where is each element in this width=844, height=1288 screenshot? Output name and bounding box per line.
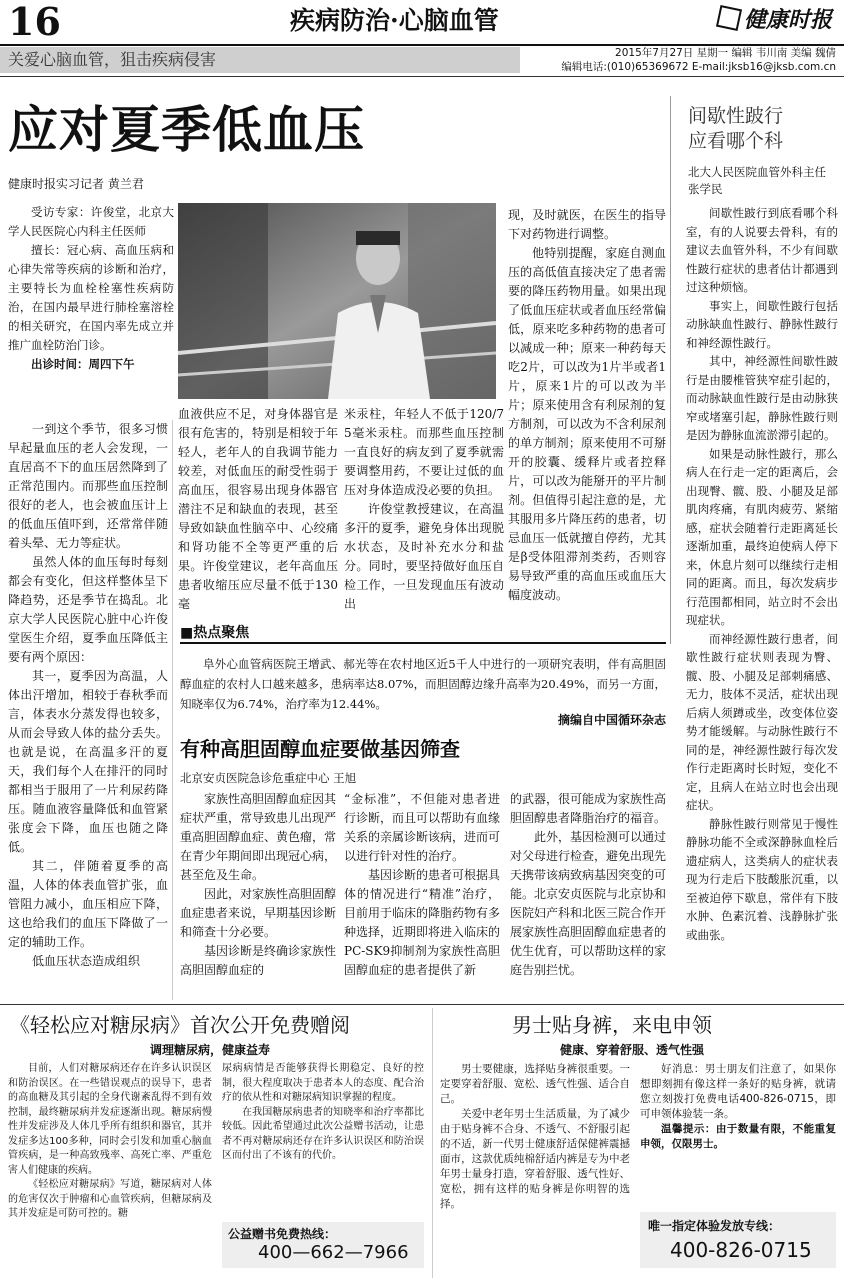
main-paragraph: 虽然人体的血压每时每刻都会有变化，但这样整体呈下降趋势，还是季节在捣乱。北京大学人民医院心脏中心许俊堂医生介绍，夏季血压降低主要有两个原因： <box>8 555 168 664</box>
hot-focus-label: ■热点聚焦 <box>180 625 250 641</box>
contact-line: 编辑电话:(010)65369672 E-mail:jksb16@jksb.com.cn <box>561 61 836 73</box>
hot-focus-source: 摘编自中国循环杂志 <box>557 713 666 727</box>
gene-col-2 <box>344 790 500 980</box>
gene-paragraph: 此外，基因检测可以通过对父母进行检查，避免出现先天携带该病致病基因突变的可能。北京安贞医院与北京协和医院妇产科和北医三院合作开展家族性高胆固醇血症患者的优生优育，可以帮助这样的家庭告别拦忧。 <box>510 830 667 977</box>
main-paragraph: 现，及时就医，在医生的指导下对药物进行调整。 <box>508 208 666 241</box>
ad1-col-2 <box>222 1062 424 1164</box>
main-headline: 应对夏季低血压 <box>8 100 365 159</box>
hot-focus-rule <box>180 642 666 644</box>
sidebar-paragraph: 其中，神经源性间歇性跛行是由腰椎管狭窄症引起的，而动脉缺血性跛行是由动脉狭窄或堵塞引起，静脉性跛行则是因为静脉血流淤滞引起的。 <box>686 354 838 442</box>
ad2-col-1 <box>440 1062 630 1212</box>
sidebar-headline <box>688 104 783 154</box>
doctor-photo <box>178 203 496 399</box>
ad2-hotline-number[interactable]: 400-826-0715 <box>670 1238 812 1262</box>
ads-divider <box>432 1008 433 1278</box>
ad1-paragraph: 在我国糖尿病患者的知晓率和治疗率都比较低。因此希望通过此次公益赠书活动，让患者不再对糖尿病还存在许多认识误区和防治误区而付出了不该有的代价。 <box>222 1106 424 1161</box>
gene-byline: 北京安贞医院急诊危重症中心 王旭 <box>180 771 357 785</box>
sidebar-byline: 北大人民医院血管外科主任 张学民 <box>688 165 826 196</box>
ad2-paragraph: 男士要健康，选择贴身裤很重要。一定要穿着舒服、宽松、透气性强、适合自己。 <box>440 1063 630 1105</box>
sidebar-paragraph: 事实上，间歇性跛行包括动脉缺血性跛行、静脉性跛行和神经源性跛行。 <box>686 298 838 350</box>
ad2-paragraph: 好消息：男士朋友们注意了，如果你想即刻拥有像这样一条好的贴身裤，就请您立刻拨打免费电话400-826-0715，即可申领体验装一条。 <box>640 1063 836 1120</box>
main-col-3 <box>344 405 504 614</box>
ad1-paragraph: 《轻松应对糖尿病》写道，糖尿病对人体的危害仅次于肿瘤和心血管疾病，但糖尿病及其并发症是可防可控的。糖 <box>8 1179 212 1219</box>
main-paragraph: 其一，夏季因为高温，人体出汗增加，相较于春秋季而言，体表水分蒸发得也较多，从而会导致人体的盐分丢失。也就是说，在高温多汗的夏天，我们每个人在排汗的同时都相当于服用了一片利尿药降压。随血液容量降低和血管紧张度会下降，血压也随之降低。 <box>8 669 168 854</box>
hot-focus-paragraph: 阜外心血管病医院王增武、郝光等在农村地区近5千人中进行的一项研究表明，伴有高胆固醇血症的农村人口越来越多，患病率达8.07%，而胆固醇边缘升高率为20.49%，而另一方面，知晓率仅为6.74%，治疗率为12.44%。 <box>180 657 666 711</box>
sidebar-headline-line-1: 间歇性跛行 <box>688 105 784 127</box>
section-title: 疾病防治·心脑血管 <box>290 6 499 35</box>
ad2-col-2 <box>640 1062 836 1152</box>
gene-paragraph: 的武器，很可能成为家族性高胆固醇患者降脂治疗的福音。 <box>510 792 667 825</box>
ad1-paragraph: 尿病病情是否能够获得长期稳定、良好的控制，很大程度取决于患者本人的态度、配合治疗的依从性和对糖尿病知识掌握的程度。 <box>222 1063 424 1103</box>
doctor-photo-image <box>178 203 496 399</box>
main-byline: 健康时报实习记者 黄兰君 <box>8 177 144 191</box>
main-paragraph: 许俊堂教授建议，在高温多汗的夏季，避免身体出现脱水状态，及时补充水分和盐分。同时，要坚持做好血压自检工作，一旦发现血压有波动出 <box>344 502 504 611</box>
page-number: 16 <box>8 0 61 44</box>
sidebar-paragraph: 静脉性跛行则常见于慢性静脉功能不全或深静脉血栓后遗症病人，这类病人的症状表现为行走后下肢酸胀沉重，以至被迫停下歇息，常伴有下肢水肿、色素沉着、浅静脉扩张或曲张。 <box>686 816 838 942</box>
sidebar-paragraph: 如果是动脉性跛行，那么病人在行走一定的距离后，会出现臀、髋、股、小腿及足部肌肉疼痛，有肌肉疲劳、紧缩感，症状会随着行走距离延长逐渐加重，最终迫使病人停下来，休息片刻可以继续行走相同的距离。而且，每次发病步行范围都相同，站立时不会出现症状。 <box>686 446 838 627</box>
ad2-hotline-box <box>640 1212 836 1268</box>
expert-specialty: 擅长：冠心病、高血压病和心律失常等疾病的诊断和治疗，主要特长为血栓栓塞性疾病防治，在国内最早进行肺栓塞溶栓的相关研究，在国内率先成立并推广血栓防治门诊。 <box>8 243 174 352</box>
main-col-1 <box>8 420 168 971</box>
expert-name: 受访专家：许俊堂，北京大学人民医院心内科主任医师 <box>8 205 174 238</box>
gene-headline: 有种高胆固醇血症要做基因筛查 <box>180 737 460 761</box>
ad2-subtitle: 健康、穿着舒服、透气性强 <box>560 1043 705 1057</box>
ad1-title: 《轻松应对糖尿病》首次公开免费赠阅 <box>10 1013 350 1037</box>
sidebar-divider <box>670 96 671 644</box>
ad2-hotline-label: 唯一指定体验发放专线： <box>648 1219 781 1233</box>
ad2-title: 男士贴身裤，来电申领 <box>512 1013 712 1037</box>
gene-paragraph: 因此，对家族性高胆固醇血症患者来说，早期基因诊断和筛查十分必要。 <box>180 887 337 939</box>
gene-col-1 <box>180 790 336 980</box>
ads-top-rule <box>0 1004 844 1005</box>
col-divider <box>172 420 173 1000</box>
gene-paragraph: 家族性高胆固醇血症因其症状严重，常导致患儿出现严重高胆固醇血症、黄色瘤，常在青少年期间即出现冠心病，甚至危及生命。 <box>180 792 337 882</box>
main-col-2 <box>178 405 338 614</box>
gene-col-3 <box>510 790 666 980</box>
main-paragraph: 低血压状态造成组织 <box>32 954 141 968</box>
main-paragraph: 其二，伴随着夏季的高温，人体的体表血管扩张，血管阻力减小，血压相应下降，这也给我们的血压下降做了一定的辅助工作。 <box>8 859 168 949</box>
date-line: 2015年7月27日 星期一 编辑 韦川南 美编 魏倩 <box>615 47 836 59</box>
ad1-paragraph: 目前，人们对糖尿病还存在许多认识误区和防治误区。在一些错误观点的误导下，患者的高血糖及其引起的全身代谢紊乱得不到有效控制，最终糖尿病并发症逐渐出现。糖尿病慢性并发症涉及人体几乎所有组织和器官，其并发症多达100多种，同时会引发和加重心脑血管疾病，是一种高致残率、高死亡率、严重危害人们健康的疾病。 <box>8 1063 212 1176</box>
main-col-4 <box>508 206 666 605</box>
sidebar-body <box>686 204 838 944</box>
hot-focus-text <box>180 654 666 714</box>
gene-paragraph: 基因诊断的患者可根据具体的情况进行“精准”治疗，目前用于临床的降脂药物有多种选择，近期即将进入临床的PC-SK9抑制剂为家族性高胆固醇血症的患者提供了新 <box>344 868 501 977</box>
main-paragraph: 一到这个季节，很多习惯早起量血压的老人会发现，一直居高不下的血压居然降到了正常范围内。而那些血压控制很好的老人，也会被血压计上的低血压值吓到，还常常伴随着头晕、无力等症状。 <box>8 422 168 550</box>
header-bottom-rule <box>0 76 844 77</box>
sidebar-paragraph: 而神经源性跛行患者，间歇性跛行症状则表现为臀、髋、股、小腿及足部刺痛感、无力，肢体不灵活，症状出现后病人须蹲或坐，改变体位姿势才能缓解。与动脉性跛行不同的是，神经源性跛行每次发作行走距离时长时短，变化不定，且病人在站立时也会出现症状。 <box>686 631 838 812</box>
newspaper-logo: 健康时报 <box>718 6 832 34</box>
ad1-col-1 <box>8 1062 212 1222</box>
expert-intro <box>8 203 174 374</box>
ad1-hotline-label: 公益赠书免费热线： <box>228 1227 337 1241</box>
ad2-paragraph: 关爱中老年男士生活质量，为了减少由于贴身裤不合身、不透气、不舒服引起的不适，新一代男士健康舒适保健裤震撼面市，这款优质纯棉舒适内裤是专为中老年男士量身打造，穿着舒服、透气性好、宽松，拥有这样的贴身裤是你明智的选择。 <box>440 1108 630 1210</box>
ad1-subtitle: 调理糖尿病，健康益寿 <box>150 1043 271 1057</box>
main-paragraph: 血液供应不足，对身体器官是很有危害的，特别是相较于年轻人，老年人的自我调节能力较差，对低血压的耐受性弱于高血压，很容易出现身体器官潜注不足和缺血的表现，甚至导致如缺血性脑卒中、心绞痛和肾功能不全等更严重的后果。许俊堂建议，老年高血压患者收缩压应尽量不低于130毫 <box>178 407 338 611</box>
expert-clinic-time: 出诊时间：周四下午 <box>31 357 135 371</box>
ad1-hotline-box <box>222 1222 424 1268</box>
sidebar-headline-line-2: 应看哪个科 <box>688 130 784 152</box>
gene-paragraph: “金标准”，不但能对患者进行诊断，而且可以帮助有血缘关系的亲属诊断该病，进而可以进行针对性的治疗。 <box>344 792 501 863</box>
gene-paragraph: 基因诊断是终确诊家族性高胆固醇血症的 <box>180 944 337 977</box>
main-paragraph: 他特别提醒，家庭自测血压的高低值直接决定了患者需要的降压药物用量。如果出现了低血压症状或者血压经常偏低，原来吃多种药物的患者可以减成一种；原来一种药每天吃2片，可以改为1片半或者1片，原来1片的可以改为半片；原来使用含有利尿剂的复方制剂，可以改为不含利尿剂的单方制剂；原来使用不可掰开的胶囊、缓释片或者控释片，可以改为能掰开的平片制剂。但值得引起注意的是，尤其服用多片降压药的患者，切忌血压一低就擅自停药，尤其是β受体阻滞剂类药，否则容易导致严重的高血压或血压大幅度波动。 <box>508 246 666 602</box>
sidebar-paragraph: 间歇性跛行到底看哪个科室，有的人说要去骨科，有的建议去血管外科，不少有间歇性跛行症状的患者估计都遇到过这种烦恼。 <box>686 206 838 294</box>
ad1-hotline-number[interactable]: 400—662—7966 <box>258 1242 409 1263</box>
main-paragraph: 米汞柱，年轻人不低于120/75毫米汞柱。而那些血压控制一直良好的病友到了夏季就需要调整用药，不要让过低的血压对身体造成没必要的负担。 <box>344 407 504 497</box>
masthead-rule <box>0 44 844 46</box>
slogan: 关爱心脑血管，狙击疾病侵害 <box>8 50 217 69</box>
ad2-paragraph: 温馨提示：由于数量有限，不能重复申领，仅限男士。 <box>640 1123 836 1150</box>
logo-icon <box>716 5 742 31</box>
